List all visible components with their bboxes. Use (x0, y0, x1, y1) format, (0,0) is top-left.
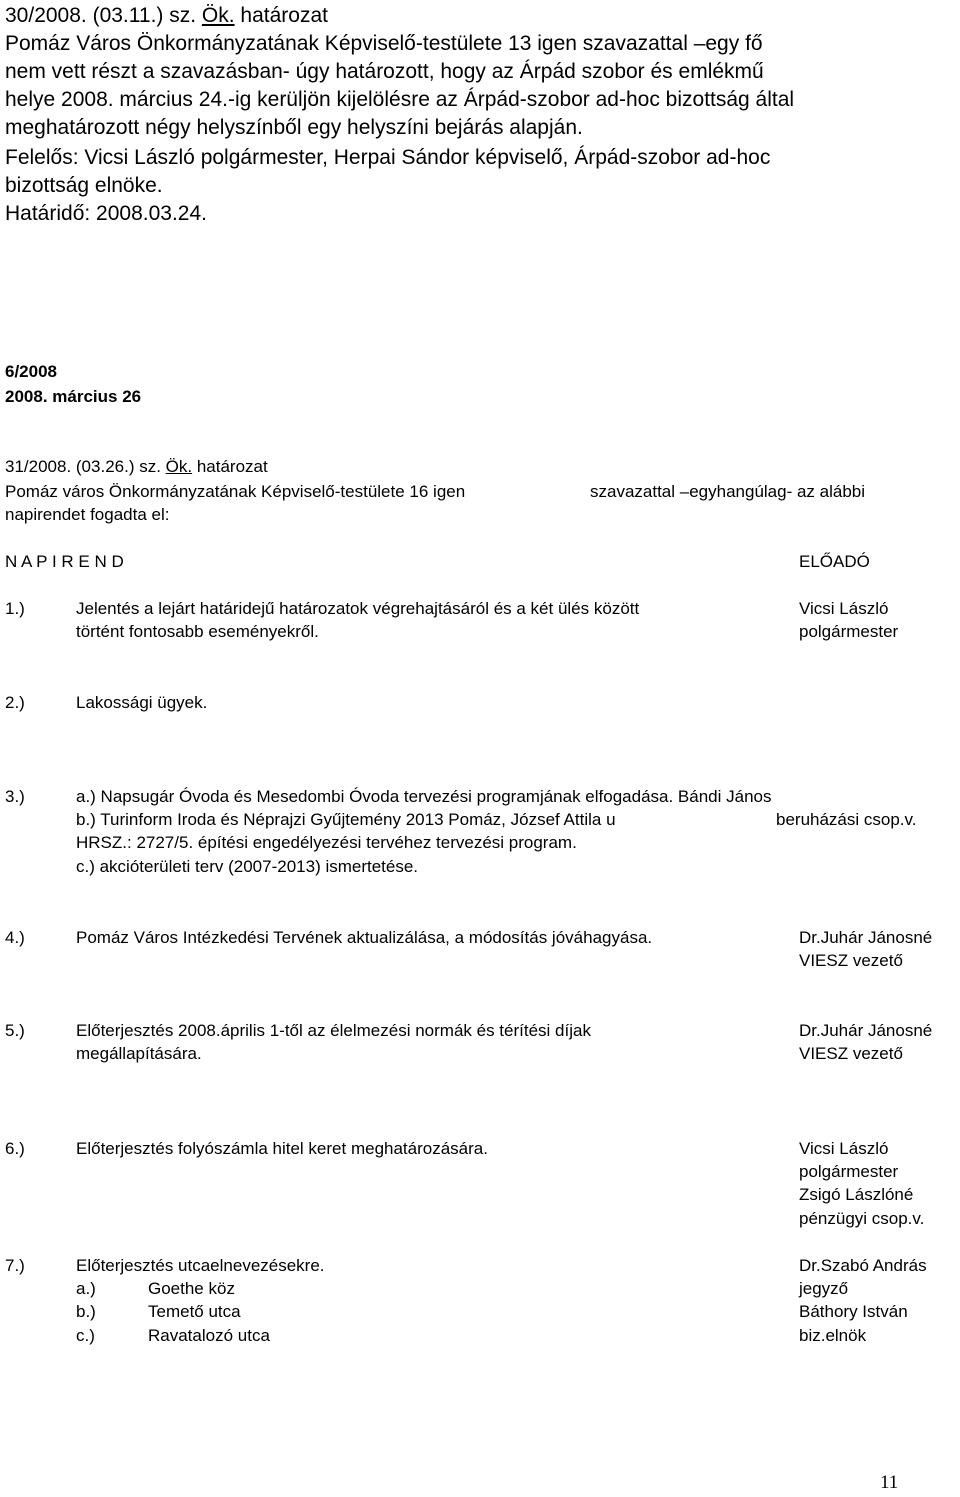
agenda-item-text: megállapítására. (76, 1044, 202, 1063)
agenda-item-text: Pomáz Város Intézkedési Tervének aktualizálása, a módosítás jóváhagyása. (76, 928, 653, 947)
subitem-text: Goethe köz (148, 1279, 235, 1298)
agenda-item-presenter: beruházási csop.v. (776, 810, 917, 829)
agenda-item-number: 7.) (5, 1256, 25, 1275)
page-number: 11 (880, 1472, 899, 1493)
agenda-item-text: c.) akcióterületi terv (2007-2013) ismertetése. (76, 857, 419, 876)
resolution-text-line2: napirendet fogadta el: (5, 505, 170, 524)
prev-text-line: meghatározott négy helyszínből egy helyszíni bejárás alapján. (5, 116, 583, 139)
presenter-header: ELŐADÓ (799, 552, 870, 571)
agenda-item-text: Lakossági ügyek. (76, 693, 208, 712)
agenda-item-presenter: pénzügyi csop.v. (799, 1209, 925, 1228)
prev-text-line: helye 2008. március 24.-ig kerüljön kijelölésre az Árpád-szobor ad-hoc bizottság által (5, 88, 795, 111)
agenda-item-presenter: Dr.Juhár Jánosné (799, 1021, 933, 1040)
agenda-item-presenter: VIESZ vezető (799, 1044, 903, 1063)
agenda-item-presenter: Vicsi László (799, 1139, 889, 1158)
prev-responsible-line: bizottság elnöke. (5, 174, 163, 197)
subitem-label: c.) (76, 1326, 95, 1345)
subitem-text: Temető utca (148, 1302, 241, 1321)
subitem-text: Ravatalozó utca (148, 1326, 270, 1345)
session-number: 6/2008 (5, 362, 57, 381)
agenda-item-number: 5.) (5, 1021, 25, 1040)
agenda-item-text: b.) Turinform Iroda és Néprajzi Gyűjtemény 2013 Pomáz, József Attila u (76, 810, 616, 829)
subitem-label: b.) (76, 1302, 96, 1321)
agenda-item-text: Jelentés a lejárt határidejű határozatok végrehajtásáról és a két ülés között (76, 599, 640, 618)
agenda-item-presenter: Dr.Szabó András (799, 1256, 927, 1275)
prev-deadline: Határidő: 2008.03.24. (5, 202, 207, 225)
agenda-item-number: 2.) (5, 693, 25, 712)
resolution-text-b: szavazattal –egyhangúlag- az alábbi (590, 482, 866, 501)
agenda-item-presenter: biz.elnök (799, 1326, 867, 1345)
agenda-header: N A P I R E N D (5, 552, 124, 571)
agenda-item-presenter: jegyző (799, 1279, 849, 1298)
prev-text-line: nem vett részt a szavazásban- úgy határozott, hogy az Árpád szobor és emlékmű (5, 60, 764, 83)
agenda-item-text: Előterjesztés folyószámla hitel keret meghatározására. (76, 1139, 488, 1158)
agenda-item-presenter: polgármester (799, 1162, 899, 1181)
agenda-item-number: 3.) (5, 787, 25, 806)
prev-responsible-line: Felelős: Vicsi László polgármester, Herpai Sándor képviselő, Árpád-szobor ad-hoc (5, 146, 771, 169)
agenda-item-number: 1.) (5, 599, 25, 618)
agenda-item-presenter: Báthory István (799, 1302, 908, 1321)
agenda-item-number: 4.) (5, 928, 25, 947)
session-date: 2008. március 26 (5, 387, 142, 406)
agenda-item-text: Előterjesztés utcaelnevezésekre. (76, 1256, 325, 1275)
agenda-item-presenter: polgármester (799, 622, 899, 641)
prev-resolution-heading: 30/2008. (03.11.) sz. Ök. határozat (5, 4, 328, 27)
prev-text-line: Pomáz Város Önkormányzatának Képviselő-testülete 13 igen szavazattal –egy fő (5, 32, 763, 55)
resolution-text-a: Pomáz város Önkormányzatának Képviselő-testülete 16 igen (5, 482, 466, 501)
subitem-label: a.) (76, 1279, 96, 1298)
agenda-item-presenter: Vicsi László (799, 599, 889, 618)
agenda-item-text: Előterjesztés 2008.április 1-től az élelmezési normák és térítési díjak (76, 1021, 591, 1040)
resolution-heading: 31/2008. (03.26.) sz. Ök. határozat (5, 457, 268, 476)
agenda-item-text: HRSZ.: 2727/5. építési engedélyezési tervéhez tervezési program. (76, 833, 577, 852)
agenda-item-text: a.) Napsugár Óvoda és Mesedombi Óvoda tervezési programjának elfogadása. Bándi János (76, 787, 772, 806)
agenda-item-text: történt fontosabb eseményekről. (76, 622, 319, 641)
agenda-item-presenter: VIESZ vezető (799, 951, 903, 970)
agenda-item-presenter: Dr.Juhár Jánosné (799, 928, 933, 947)
agenda-item-number: 6.) (5, 1139, 25, 1158)
agenda-item-presenter: Zsigó Lászlóné (799, 1185, 914, 1204)
